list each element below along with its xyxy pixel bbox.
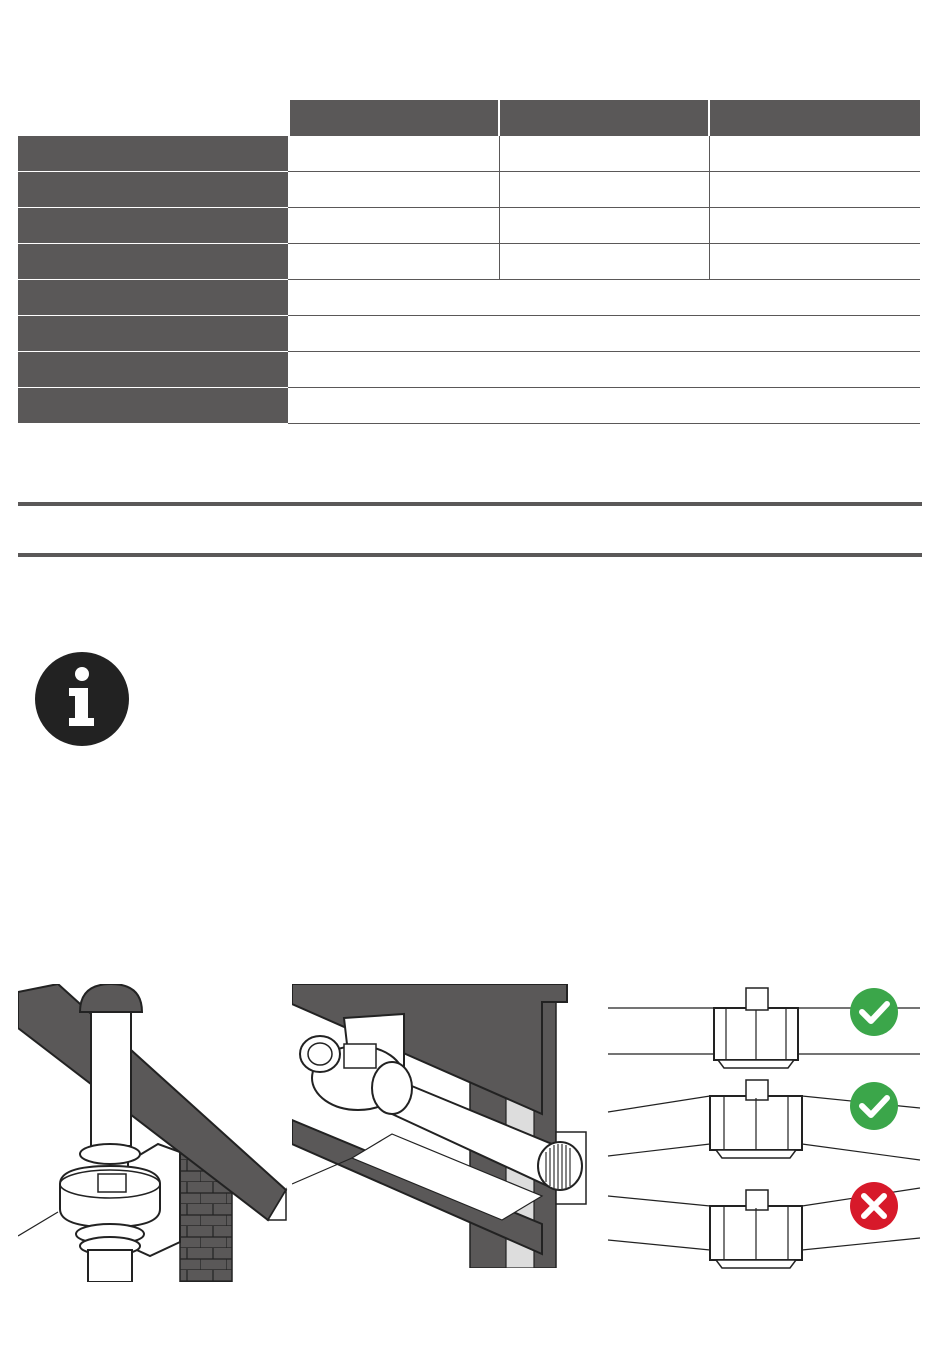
orientation-illustration	[606, 984, 926, 1274]
row-label	[18, 316, 288, 352]
check-icon	[850, 1082, 898, 1130]
roof-installation-illustration	[18, 984, 288, 1282]
row-label	[18, 352, 288, 388]
table-row	[18, 172, 920, 208]
table-cell-merged	[288, 352, 920, 388]
section-rule-bottom	[18, 553, 922, 557]
table-cell-merged	[288, 388, 920, 424]
table-row	[18, 316, 920, 352]
column-header-1	[290, 100, 498, 136]
row-label	[18, 280, 288, 316]
column-header-2	[500, 100, 708, 136]
section-rule-top	[18, 502, 922, 506]
row-label	[18, 388, 288, 424]
row-label	[18, 244, 288, 280]
wall-installation-illustration	[292, 984, 592, 1268]
section-title	[18, 510, 922, 550]
row-label	[18, 208, 288, 244]
cross-icon	[850, 1182, 898, 1230]
table-row	[18, 136, 920, 172]
info-icon	[35, 652, 129, 746]
spec-table	[18, 100, 920, 424]
table-row	[18, 280, 920, 316]
check-icon	[850, 988, 898, 1036]
table-row	[18, 388, 920, 424]
spec-table-header	[18, 100, 920, 136]
table-cell-merged	[288, 280, 920, 316]
row-label	[18, 172, 288, 208]
table-cell-merged	[288, 316, 920, 352]
row-label	[18, 136, 288, 172]
table-row	[18, 208, 920, 244]
table-row	[18, 244, 920, 280]
table-row	[18, 352, 920, 388]
column-header-3	[710, 100, 920, 136]
